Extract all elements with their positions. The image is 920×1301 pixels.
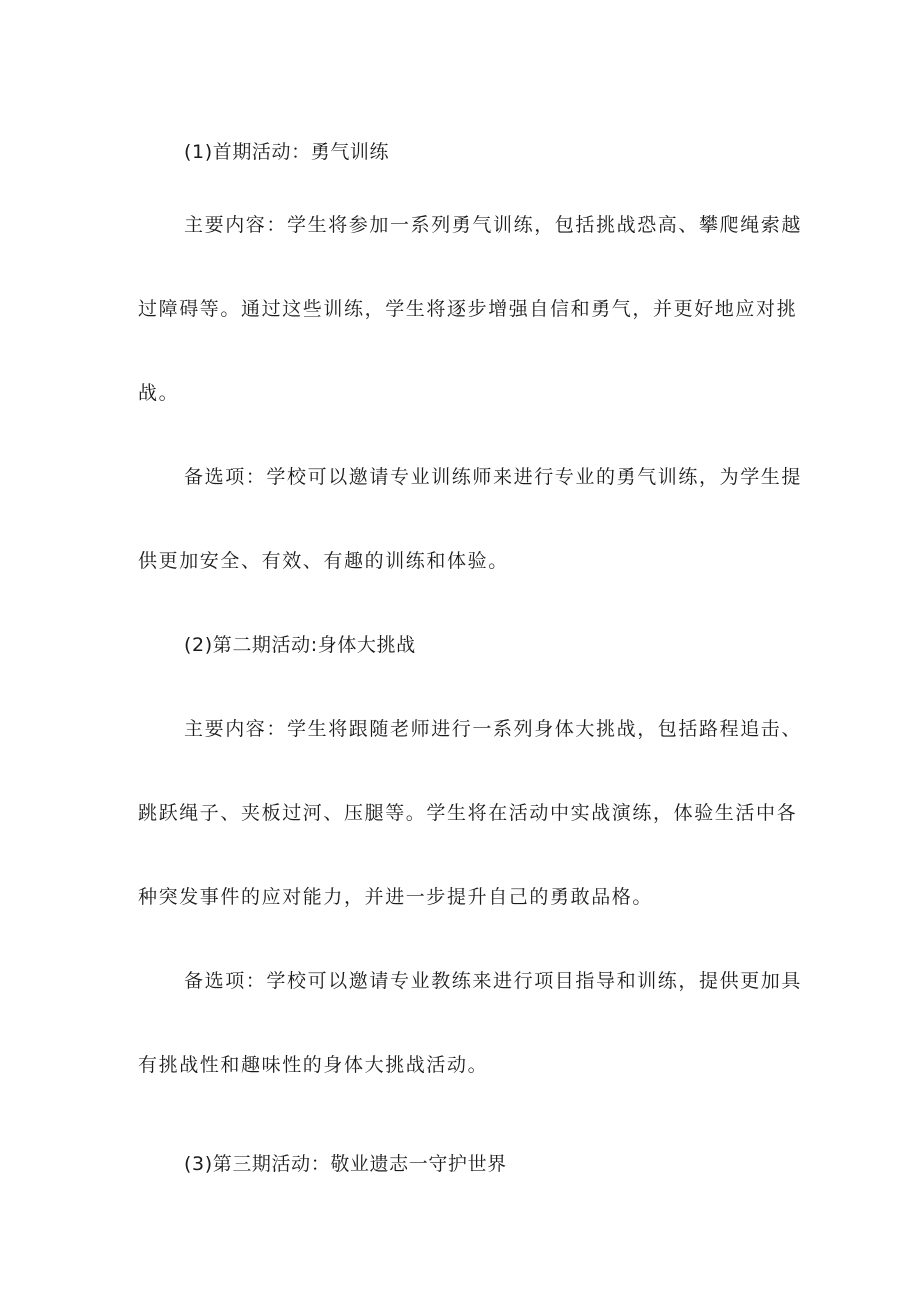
section-2-content-line-1: 主要内容：学生将跟随老师进行一系列身体大挑战，包括路程追击、 <box>184 718 803 740</box>
section-2-option-line-2: 有挑战性和趣味性的身体大挑战活动。 <box>138 1054 489 1076</box>
section-1-heading: (1)首期活动：勇气训练 <box>184 141 390 163</box>
section-1-option-line-2: 供更加安全、有效、有趣的训练和体验。 <box>138 550 509 572</box>
section-2-option-line-1: 备选项：学校可以邀请专业教练来进行项目指导和训练，提供更加具 <box>184 970 803 992</box>
section-1-content-line-3: 战。 <box>138 382 180 404</box>
section-2-content-line-2: 跳跃绳子、夹板过河、压腿等。学生将在活动中实战演练，体验生活中各 <box>138 802 798 824</box>
section-1-content-line-1: 主要内容：学生将参加一系列勇气训练，包括挑战恐高、攀爬绳索越 <box>184 214 803 236</box>
section-1-option-line-1: 备选项：学校可以邀请专业训练师来进行专业的勇气训练，为学生提 <box>184 466 803 488</box>
section-3-heading: (3)第三期活动：敬业遗志一守护世界 <box>184 1153 507 1175</box>
section-1-content-line-2: 过障碍等。通过这些训练，学生将逐步增强自信和勇气，并更好地应对挑 <box>138 298 798 320</box>
section-2-content-line-3: 种突发事件的应对能力，并进一步提升自己的勇敢品格。 <box>138 886 654 908</box>
section-2-heading: (2)第二期活动:身体大挑战 <box>184 634 416 656</box>
